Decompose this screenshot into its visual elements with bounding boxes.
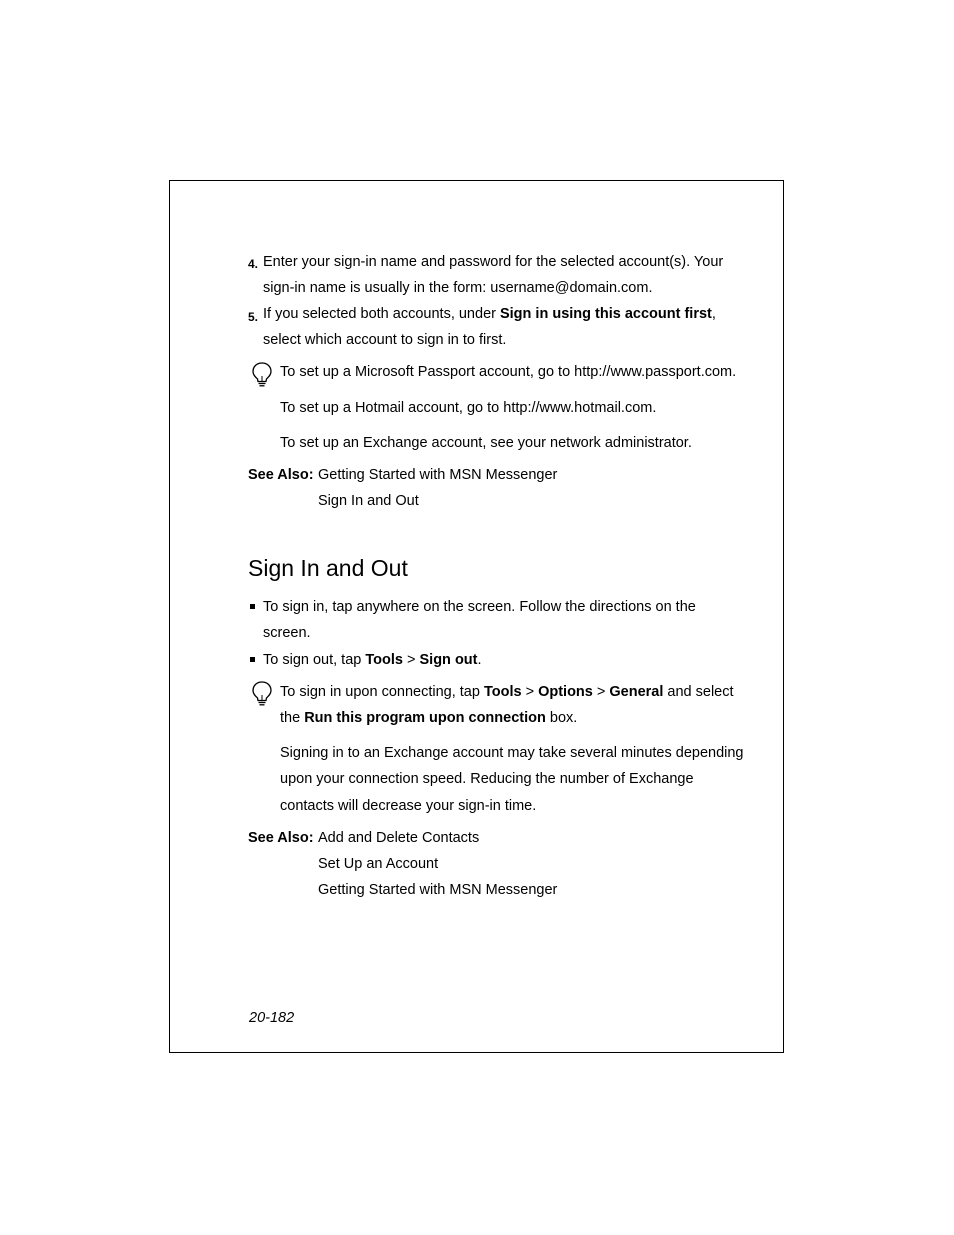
tip-text: contacts will decrease your sign-in time. [280, 798, 537, 814]
bullet-marker [250, 604, 255, 609]
step-text: Enter your sign-in name and password for the selected account(s). Your [263, 254, 724, 270]
bullet-text: screen. [263, 625, 311, 641]
lightbulb-icon [251, 361, 273, 389]
see-also-link[interactable]: Add and Delete Contacts [318, 830, 480, 846]
tip-text: To set up a Hotmail account, go to http://www.hotmail.com. [280, 400, 657, 416]
lightbulb-icon [251, 680, 273, 708]
tip-text: To sign in upon connecting, tap Tools > Options > General and select [280, 684, 734, 700]
tip-text: the Run this program upon connection box. [280, 710, 578, 726]
step-text: select which account to sign in to first. [263, 332, 507, 348]
see-also-link[interactable]: Getting Started with MSN Messenger [318, 882, 558, 898]
bullet-text: To sign out, tap Tools > Sign out. [263, 652, 482, 668]
tip-text: upon your connection speed. Reducing the number of Exchange [280, 771, 694, 787]
step-text: sign-in name is usually in the form: username@domain.com. [263, 280, 653, 296]
step-number: 5. [248, 310, 259, 324]
see-also-label: See Also: [248, 830, 314, 846]
step-text: If you selected both accounts, under Sign in using this account first, [263, 306, 716, 322]
section-heading: Sign In and Out [248, 555, 408, 581]
see-also-link[interactable]: Getting Started with MSN Messenger [318, 467, 558, 483]
see-also-label: See Also: [248, 467, 314, 483]
see-also-link[interactable]: Set Up an Account [318, 856, 439, 872]
see-also-link[interactable]: Sign In and Out [318, 493, 419, 509]
page-number: 20-182 [249, 1010, 295, 1026]
tip-text: To set up an Exchange account, see your network administrator. [280, 435, 692, 451]
bullet-marker [250, 657, 255, 662]
bullet-text: To sign in, tap anywhere on the screen. Follow the directions on the [263, 599, 696, 615]
tip-text: To set up a Microsoft Passport account, go to http://www.passport.com. [280, 364, 737, 380]
tip-text: Signing in to an Exchange account may take several minutes depending [280, 745, 744, 761]
step-number: 4. [248, 257, 259, 271]
